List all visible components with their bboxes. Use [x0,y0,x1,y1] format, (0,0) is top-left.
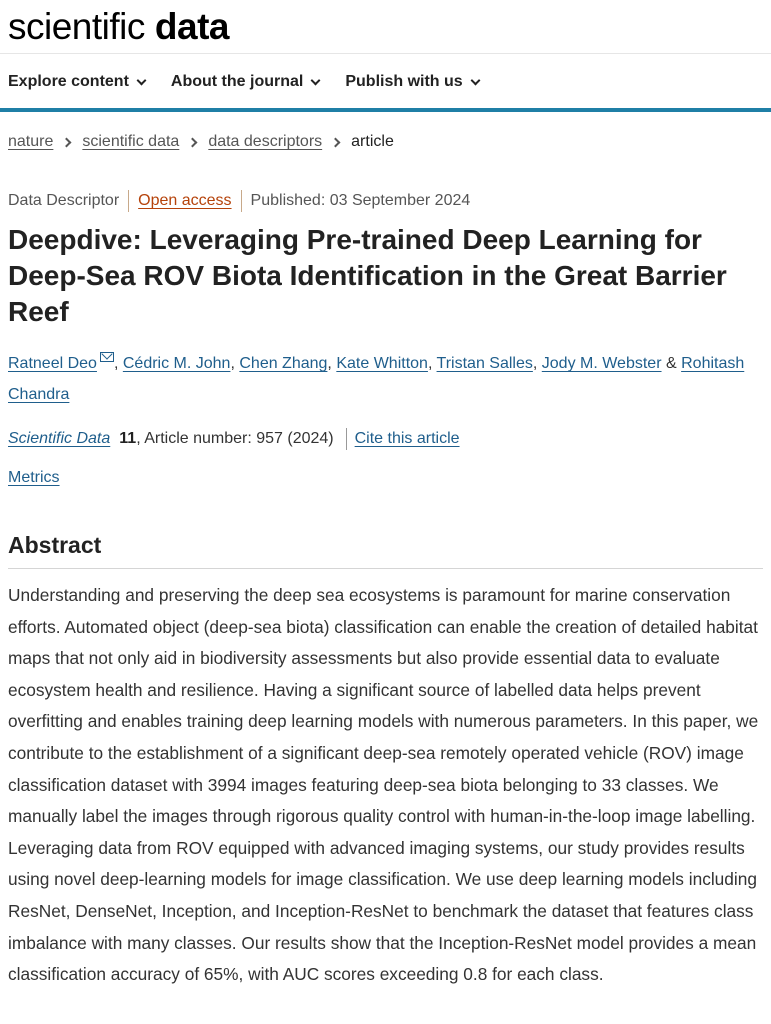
nav-about-journal[interactable] [171,73,319,91]
author-link[interactable]: Cédric M. John [122,355,231,372]
header-divider [0,53,771,54]
abstract-divider [8,568,763,569]
open-access-link[interactable]: Open access [138,192,232,209]
breadcrumb-scientific-data[interactable]: scientific data [82,133,180,150]
citation-line [8,428,460,450]
author-link[interactable]: Tristan Salles [436,355,533,372]
article-meta [8,190,470,212]
logo-text-scientific: scientific [8,6,145,47]
author-list [8,348,758,410]
chevron-right-icon [331,137,341,147]
chevron-right-icon [188,137,198,147]
article-title: Deepdive: Leveraging Pre-trained Deep Learning for Deep-Sea ROV Biota Identification in the Great Barrier Reef [8,224,727,327]
site-logo[interactable] [8,6,229,50]
meta-divider [241,190,242,212]
email-icon[interactable] [100,352,114,362]
main-nav [8,66,505,98]
author-separator: , [113,355,119,372]
nav-publish-with-us[interactable] [345,73,478,91]
cite-this-article-link[interactable]: Cite this article [354,430,460,447]
meta-divider [128,190,129,212]
chevron-down-icon [311,75,321,85]
journal-link[interactable]: Scientific Data [8,430,111,447]
chevron-right-icon [62,137,72,147]
author-separator: , [427,355,433,372]
logo-text-data: data [154,6,229,47]
nav-label: About the journal [170,73,304,90]
author-link[interactable]: Chen Zhang [239,355,328,372]
article-number: , Article number: 957 (2024) [136,430,334,447]
breadcrumb-nature[interactable]: nature [8,133,54,150]
chevron-down-icon [136,75,146,85]
breadcrumb-data-descriptors[interactable]: data descriptors [208,133,323,150]
author-separator: & [665,355,677,372]
author-separator: , [230,355,235,372]
author-link[interactable]: Kate Whitton [336,355,428,372]
author-link[interactable]: Jody M. Webster [541,355,662,372]
breadcrumb [8,133,394,151]
volume-number: 11 [119,430,137,447]
nav-label: Explore content [8,73,129,90]
breadcrumb-current: article [351,133,394,150]
author-link[interactable]: Ratneel Deo [8,355,97,372]
abstract-heading: Abstract [8,532,102,558]
citation-divider [346,428,347,450]
nav-explore-content[interactable] [8,73,145,91]
author-separator: , [532,355,538,372]
accent-bar [0,108,771,112]
author-separator: , [327,355,332,372]
author-link[interactable]: Rohitash Chandra [8,355,745,403]
published-date: Published: 03 September 2024 [250,192,471,209]
article-type: Data Descriptor [8,192,120,209]
metrics-link[interactable]: Metrics [8,469,60,486]
abstract-body: Understanding and preserving the deep sea ecosystems is paramount for marine conservation efforts. Automated object (deep-sea biota) classification can enable the creation of detailed habitat maps that not only aid in biodiversity assessments but also provide essential data to evaluate ecosystem health and resilience. Having a significant source of labelled data helps prevent overfitting and enables training deep learning models with numerous parameters. In this paper, we contribute to the establishment of a significant deep-sea remotely operated vehicle (ROV) image classification dataset with 3994 images featuring deep-sea biota belonging to 33 classes. We manually label the images through rigorous quality control with human-in-the-loop image labelling. Leveraging data from ROV equipped with advanced imaging systems, our study provides results using novel deep-learning models for image classification. We use deep learning models including ResNet, DenseNet, Inception, and Inception-ResNet to benchmark the dataset that features class imbalance with many classes. Our results show that the Inception-ResNet model provides a mean classification accuracy of 65%, with AUC scores exceeding 0.8 for each class. [8,585,759,985]
nav-label: Publish with us [345,73,463,90]
chevron-down-icon [470,75,480,85]
